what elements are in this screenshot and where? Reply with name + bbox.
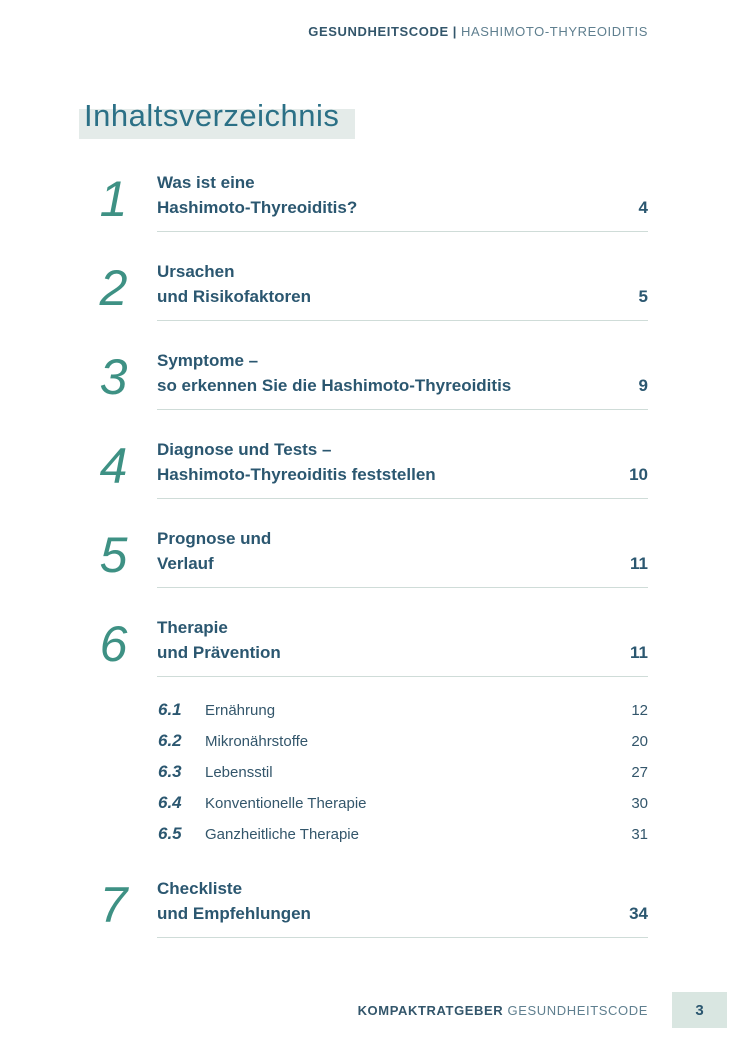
- toc-entry-title: [157, 437, 619, 487]
- toc-entry-4: [84, 437, 648, 499]
- toc-subentry-6-4: [158, 793, 648, 824]
- header-topic: HASHIMOTO-THYREOIDITIS: [460, 24, 648, 39]
- toc-entry-line1: Ursachen: [157, 262, 235, 281]
- table-of-contents: [84, 170, 648, 965]
- toc-entry-body: [157, 170, 648, 232]
- toc-entry-body: [157, 259, 648, 321]
- toc-entry-page: 11: [630, 643, 648, 662]
- page-title: Inhaltsverzeichnis: [84, 98, 340, 133]
- toc-entry-number: 5: [99, 527, 128, 583]
- toc-subentry-page: 12: [631, 702, 648, 719]
- toc-entry-number: 7: [99, 877, 128, 933]
- toc-entry-title: [157, 615, 620, 665]
- toc-entry-page: 4: [638, 198, 648, 217]
- toc-entry-line2: so erkennen Sie die Hashimoto-Thyreoiditis: [157, 376, 512, 395]
- toc-subentry-label: Ganzheitliche Therapie: [205, 826, 359, 843]
- toc-entry-page: 10: [629, 465, 648, 484]
- toc-subentry-number: 6.2: [158, 731, 182, 750]
- toc-entry-line2: Hashimoto-Thyreoiditis?: [157, 198, 358, 217]
- toc-entry-title: [157, 348, 629, 398]
- toc-subentry-label: Konventionelle Therapie: [205, 795, 367, 812]
- toc-entry-title: [157, 526, 620, 576]
- page-footer: [358, 1003, 648, 1018]
- toc-subentry-number: 6.4: [158, 793, 182, 812]
- toc-subentry-6-5: [158, 824, 648, 855]
- toc-subentry-label: Ernährung: [205, 702, 276, 719]
- toc-subentry-6-1: [158, 700, 648, 731]
- toc-entry-title: [157, 259, 629, 309]
- toc-entry-page: 34: [629, 904, 648, 923]
- toc-subentry-page: 20: [631, 733, 648, 750]
- toc-entry-line2: und Risikofaktoren: [157, 287, 311, 306]
- page-number-badge: [672, 992, 727, 1028]
- toc-entry-line1: Was ist eine: [157, 173, 255, 192]
- toc-subentry-number: 6.3: [158, 762, 182, 781]
- toc-subentry-6-3: [158, 762, 648, 793]
- toc-subentry-6-2: [158, 731, 648, 762]
- toc-entry-page: 5: [638, 287, 648, 306]
- toc-entry-body: [157, 526, 648, 588]
- toc-subentry-label: Lebensstil: [205, 764, 273, 781]
- toc-entry-line1: Prognose und: [157, 529, 272, 548]
- toc-entry-line1: Symptome –: [157, 351, 259, 370]
- toc-subentry-number: 6.5: [158, 824, 182, 843]
- toc-entry-number: 4: [99, 438, 128, 494]
- toc-entry-line2: Verlauf: [157, 554, 214, 573]
- toc-entry-number: 1: [99, 171, 128, 227]
- toc-entry-number: 6: [99, 616, 128, 672]
- toc-entry-line1: Checkliste: [157, 879, 243, 898]
- toc-entry-body: [157, 615, 648, 677]
- toc-entry-line1: Diagnose und Tests –: [157, 440, 332, 459]
- footer-brand: KOMPAKTRATGEBER: [357, 1003, 504, 1018]
- toc-entry-line1: Therapie: [157, 618, 228, 637]
- toc-entry-line2: Hashimoto-Thyreoiditis feststellen: [157, 465, 436, 484]
- toc-subentries: [84, 700, 648, 855]
- toc-entry-1: [84, 170, 648, 232]
- toc-entry-2: [84, 259, 648, 321]
- toc-entry-number: 3: [99, 349, 128, 405]
- header-separator: |: [452, 24, 457, 39]
- title-wrap: [84, 98, 339, 134]
- toc-subentry-number: 6.1: [158, 700, 182, 719]
- toc-entry-line2: und Prävention: [157, 643, 281, 662]
- toc-entry-title: [157, 170, 629, 220]
- toc-entry-title: [157, 876, 619, 926]
- footer-brand-suffix: GESUNDHEITSCODE: [507, 1003, 648, 1018]
- toc-subentry-page: 27: [631, 764, 648, 781]
- toc-subentry-label: Mikronährstoffe: [205, 733, 309, 750]
- page-header: [308, 24, 648, 39]
- toc-entry-3: [84, 348, 648, 410]
- toc-subentry-page: 30: [631, 795, 648, 812]
- toc-entry-body: [157, 348, 648, 410]
- toc-entry-body: [157, 876, 648, 938]
- toc-entry-page: 11: [630, 554, 648, 573]
- toc-entry-page: 9: [638, 376, 648, 395]
- toc-entry-body: [157, 437, 648, 499]
- toc-entry-5: [84, 526, 648, 588]
- page-number: 3: [695, 1001, 704, 1019]
- toc-subentry-page: 31: [631, 826, 648, 843]
- toc-entry-line2: und Empfehlungen: [157, 904, 311, 923]
- toc-entry-number: 2: [99, 260, 128, 316]
- toc-entry-7: [84, 876, 648, 938]
- toc-entry-6: [84, 615, 648, 677]
- header-brand: GESUNDHEITSCODE: [308, 24, 449, 39]
